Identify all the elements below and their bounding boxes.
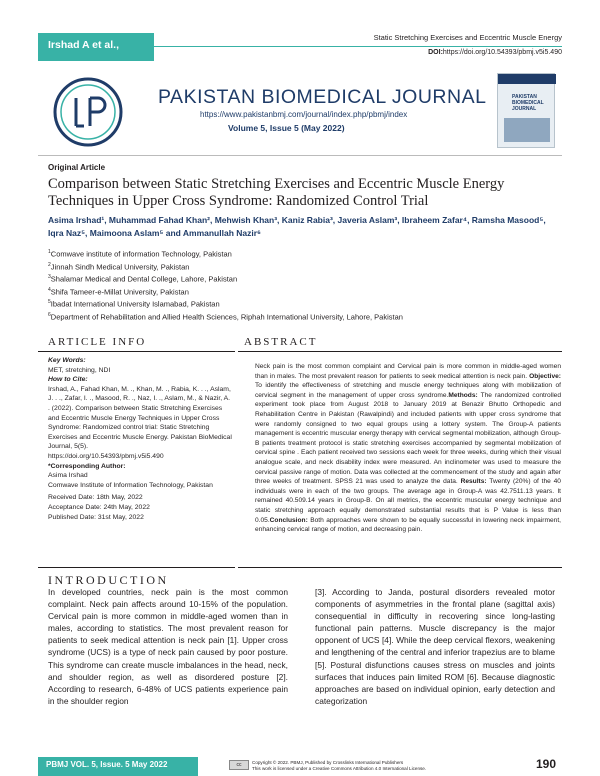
author-list: Asima Irshad¹, Muhammad Fahad Khan², Mehwish Khan³, Kaniz Rabia³, Javeria Aslam³, Ibraheem Zafar⁴, Ramsha Masood⁵, Iqra Naz⁵, Maimoona Aslam⁵ and Ammanullah Nazir⁶ [48,215,546,238]
introduction-column-2: [3]. According to Janda, postural disorders revealed motor components of asymmetries in the frontal plane (sagittal axis) consequential in difficulty in recovering since long-lasting functional pain patterns. Muscle discrepancy is the major opponent of UCS [4]. While the deep cervical flexors, weakening and lengthening of the central and inferior trapezius are to blame [5]. Postural disfunctions causes stress on muscles and joints surfaces that induces pain limited ROM [6]. Because diagnostic approaches are based on individual opinion, early detection and categorization [315,587,555,706]
affiliation-item: $^4$Shifa Tameer-e-Millat University, Pakistan [48,286,189,296]
affiliation-item: $^2$Jinnah Sindh Medical University, Pakistan [48,261,190,271]
affiliation-item: $^1$Comwave institute of information Technology, Pakistan [48,249,232,259]
affiliation-item: $^6$Department of Rehabilitation and Allied Health Sciences, Riphah International University, Lahore, Pakistan [48,311,403,321]
article-info-panel [48,356,233,522]
journal-url[interactable]: https://www.pakistanbmj.com/journal/index.php/pbmj/index [200,110,408,119]
keywords: MET, stretching, NDI [48,366,111,374]
how-to-cite-label: How to Cite: [48,376,88,384]
header-rule [154,46,562,47]
author-short: Irshad A et al., [48,39,119,51]
abstract-bottom-rule [238,567,562,568]
corresponding-name: Asima Irshad [48,472,88,480]
abstract-text: Neck pain is the most common complaint and Cervical pain is more common in middle-aged women than in males. The most prevalent reason for patients to seek medical attention is neck pain. Objective: To identify the effectiveness of stretching and muscle energy techniques along with mobilization of cervical segment in the management of upper cross syndrome.Methods: The randomized controlled experiment took place from August 2018 to January 2019 at Benazir Bhutto Orthopedic and Rehabilitation Centre in Pakistan (Rawalpindi) and included patients with upper cross syndrome that were randomly consigned to two equal groups using a lottery system. The Group-A patients management is eccentric muscular energy therapy with cervical segmental mobilization, although Group-B patients treatment protocol is static stretching exercises accompanied by segmental mobilization of cervical spine . Each patient received two sessions each week for three weeks, during which their visual analogue scale, and neck disability index were measured. An inclinometer was used to measure the cervical passive range of motion. Data was collected at the commencement of the study and again after three weeks of treatment. SPSS 21 was used to analyze the data. Results: Twenty (20%) of the 40 individuals were in each of the two groups. The average age in Group-A was 42.7511.13 years. It remained 40.509.14 years in Group-B. On all metrics, the eccentric muscular energy technique and static stretching approach equally demonstrated substantial results that is P Value is less than 0.05.Conclusion: Both approaches were shown to be equally successful in lowering neck impairment, enhancing cervical range of motion, and decreasing pain. [255,363,561,534]
abstract-rule [238,351,562,352]
citation: Irshad, A., Fahad Khan, M. ., Khan, M. ., Rabia, K. . ., Aslam, J. . ., Zafar, I. ., Masood, R. ., Naz, I. ., Aslam, M., & Nazir, A. . (2022). Comparison between Static Stretching Exercises and Eccentric Muscle Energy Techniques in Upper Cross Syndrome: Randomized control trial: Static Stretching Exercises and Eccentric Muscle Energy. Pakistan BioMedical Journal, 5(5). [48,385,232,451]
affiliation-list [48,246,568,321]
affiliation-item: $^3$Shalamar Medical and Dental College, Lahore, Pakistan [48,274,238,284]
article-info-bottom-rule [38,567,235,568]
cover-title: PAKISTAN BIOMEDICAL JOURNAL [512,94,544,112]
corresponding-affiliation: Comwave Institute of Information Technology, Pakistan [48,481,213,489]
journal-cover-thumbnail [497,73,555,148]
abstract-heading: ABSTRACT [244,336,318,348]
introduction-column-1: In developed countries, neck pain is the most common complaint. Neck pain affects around 10-15% of the population. Cervical pain is more common in middle-aged women than in males, according to statistics. The most prevalent reason for patients to seek medical attention is neck pain [1]. Upper cross syndrome (UCS) is a type of neck pain caused by poor posture. This syndrome can create muscle imbalances in the head, neck, and shoulder region, as well as disordered posture [2]. According to research, 6-48% of UCS patients experience pain in the shoulder region [48,587,288,706]
article-type: Original Article [48,163,106,172]
header-separator [38,155,562,156]
accepted-date: Acceptance Date: 24th May, 2022 [48,503,150,511]
header-doi[interactable]: DOI:https://doi.org/10.54393/pbmj.v5i5.490 [428,49,562,56]
article-title: Comparison between Static Stretching Exercises and Eccentric Muscle Energy Techniques in Upper Cross Syndrome: Randomized Control Trial [48,176,505,209]
running-title: Static Stretching Exercises and Eccentric Muscle Energy [373,33,562,42]
journal-logo-icon [52,76,124,148]
introduction-heading: INTRODUCTION [48,573,169,587]
citation-doi[interactable]: https://doi.org/10.54393/pbmj.v5i5.490 [48,452,164,460]
published-date: Published Date: 31st May, 2022 [48,513,144,521]
footer-issue-badge: PBMJ VOL. 5, Issue. 5 May 2022 [38,757,198,776]
journal-name: PAKISTAN BIOMEDICAL JOURNAL [158,86,487,108]
page-number: 190 [536,757,557,771]
footer-copyright: Copyright © 2022. PBMJ, Published by Crosslinks International Publishers This work is licensed under a Creative Commons Attribution 4.0 International License. [252,760,427,771]
creative-commons-icon[interactable]: cc [229,760,249,770]
corresponding-label: *Corresponding Author: [48,462,126,470]
author-short-badge [38,33,154,61]
journal-volume: Volume 5, Issue 5 (May 2022) [228,123,345,133]
affiliation-item: $^5$Ibadat International University Islamabad, Pakistan [48,299,220,309]
received-date: Received Date: 18th May, 2022 [48,494,143,502]
article-info-rule [38,351,235,352]
article-info-heading: ARTICLE INFO [48,336,147,348]
keywords-label: Key Words: [48,357,86,364]
